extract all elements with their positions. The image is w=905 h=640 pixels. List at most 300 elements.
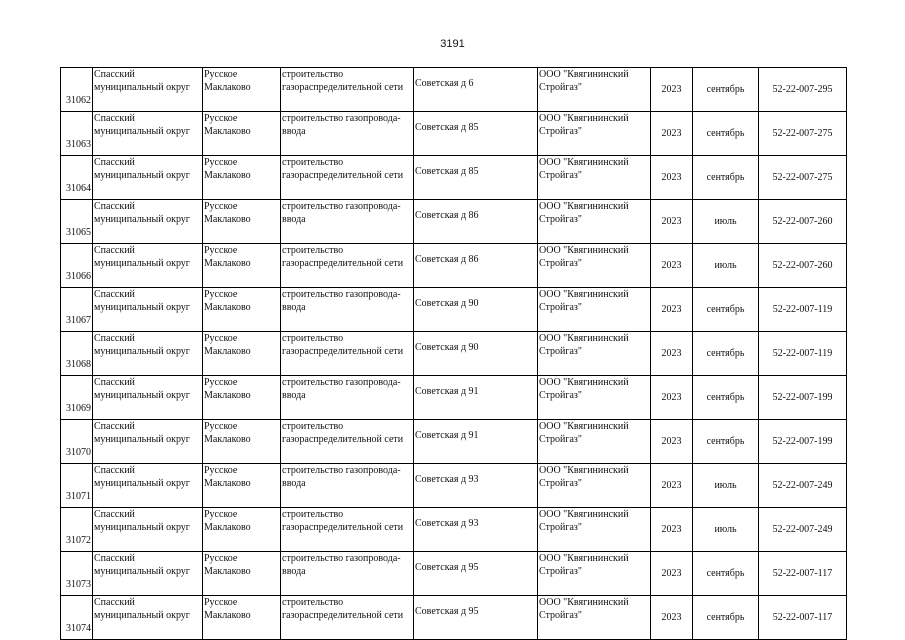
month: сентябрь: [706, 568, 745, 579]
row-number-cell: [61, 376, 93, 420]
settlement-line-1: Русское: [204, 553, 238, 564]
work-type-line-2: ввода: [282, 566, 306, 577]
month-cell: [693, 112, 759, 156]
month-cell: [693, 156, 759, 200]
row-number: 31069: [66, 403, 91, 414]
settlement-line-2: Маклаково: [204, 126, 251, 137]
contractor-cell: [538, 508, 651, 552]
settlement-line-2: Маклаково: [204, 390, 251, 401]
settlement-line-1: Русское: [204, 113, 238, 124]
district-cell: [93, 112, 203, 156]
registry-code: 52-22-007-275: [772, 172, 833, 183]
district-line-2: муниципальный округ: [94, 390, 190, 401]
year: 2023: [661, 304, 682, 315]
contractor-line-1: ООО "Квягининский: [539, 113, 629, 124]
table-row: [61, 288, 847, 332]
month: сентябрь: [706, 172, 745, 183]
contractor-cell: [538, 244, 651, 288]
work-type-line-2: газораспределительной сети: [282, 434, 404, 445]
district-line-2: муниципальный округ: [94, 434, 190, 445]
work-type-cell: [281, 244, 414, 288]
settlement-cell: [203, 244, 281, 288]
work-type-line-1: строительство: [282, 509, 344, 520]
month-cell: [693, 464, 759, 508]
contractor-line-2: Стройгаз": [539, 566, 582, 577]
registry-code: 52-22-007-295: [772, 84, 833, 95]
address-cell: [414, 112, 538, 156]
month-cell: [693, 288, 759, 332]
registry-code: 52-22-007-199: [772, 392, 833, 403]
page-number: 3191: [440, 38, 465, 50]
district-cell: [93, 156, 203, 200]
work-type-line-1: строительство газопровода-: [282, 201, 401, 212]
code-cell: [759, 552, 847, 596]
district-cell: [93, 552, 203, 596]
work-type-line-2: газораспределительной сети: [282, 610, 404, 621]
registry-code: 52-22-007-199: [772, 436, 833, 447]
settlement-line-1: Русское: [204, 157, 238, 168]
work-type-line-1: строительство: [282, 157, 344, 168]
address-cell: [414, 68, 538, 112]
contractor-line-1: ООО "Квягининский: [539, 245, 629, 256]
year: 2023: [661, 84, 682, 95]
district-line-1: Спасский: [94, 421, 135, 432]
table-row: [61, 420, 847, 464]
address-cell: [414, 376, 538, 420]
district-line-1: Спасский: [94, 465, 135, 476]
contractor-line-2: Стройгаз": [539, 346, 582, 357]
contractor-line-1: ООО "Квягининский: [539, 597, 629, 608]
address-cell: [414, 288, 538, 332]
row-number-cell: [61, 552, 93, 596]
work-type-line-1: строительство: [282, 597, 344, 608]
row-number: 31070: [66, 447, 91, 458]
year: 2023: [661, 524, 682, 535]
contractor-cell: [538, 376, 651, 420]
code-cell: [759, 156, 847, 200]
district-line-1: Спасский: [94, 333, 135, 344]
year-cell: [651, 200, 693, 244]
row-number: 31062: [66, 95, 91, 106]
settlement-cell: [203, 420, 281, 464]
work-type-line-1: строительство: [282, 333, 344, 344]
work-type-line-2: ввода: [282, 302, 306, 313]
row-number-cell: [61, 112, 93, 156]
settlement-cell: [203, 508, 281, 552]
row-number-cell: [61, 68, 93, 112]
month: июль: [714, 480, 737, 491]
row-number: 31074: [66, 623, 91, 634]
settlement-line-2: Маклаково: [204, 566, 251, 577]
row-number: 31063: [66, 139, 91, 150]
address: Советская д 90: [415, 298, 479, 309]
table-row: [61, 552, 847, 596]
contractor-line-1: ООО "Квягининский: [539, 289, 629, 300]
district-line-2: муниципальный округ: [94, 170, 190, 181]
year: 2023: [661, 568, 682, 579]
row-number-cell: [61, 200, 93, 244]
row-number: 31066: [66, 271, 91, 282]
year-cell: [651, 596, 693, 640]
contractor-cell: [538, 332, 651, 376]
district-line-1: Спасский: [94, 157, 135, 168]
year: 2023: [661, 216, 682, 227]
row-number-cell: [61, 332, 93, 376]
district-cell: [93, 376, 203, 420]
district-line-2: муниципальный округ: [94, 478, 190, 489]
settlement-line-1: Русское: [204, 421, 238, 432]
settlement-cell: [203, 112, 281, 156]
code-cell: [759, 200, 847, 244]
code-cell: [759, 112, 847, 156]
contractor-cell: [538, 552, 651, 596]
row-number-cell: [61, 420, 93, 464]
address: Советская д 91: [415, 430, 479, 441]
district-line-2: муниципальный округ: [94, 522, 190, 533]
registry-code: 52-22-007-117: [772, 612, 833, 623]
table-row: [61, 376, 847, 420]
address-cell: [414, 596, 538, 640]
address: Советская д 86: [415, 254, 479, 265]
contractor-line-1: ООО "Квягининский: [539, 333, 629, 344]
district-cell: [93, 200, 203, 244]
settlement-line-2: Маклаково: [204, 258, 251, 269]
settlement-line-1: Русское: [204, 465, 238, 476]
code-cell: [759, 376, 847, 420]
code-cell: [759, 464, 847, 508]
month-cell: [693, 596, 759, 640]
row-number-cell: [61, 464, 93, 508]
row-number: 31064: [66, 183, 91, 194]
address: Советская д 85: [415, 122, 479, 133]
settlement-line-1: Русское: [204, 289, 238, 300]
district-cell: [93, 420, 203, 464]
year-cell: [651, 156, 693, 200]
code-cell: [759, 332, 847, 376]
work-type-line-2: ввода: [282, 126, 306, 137]
contractor-line-2: Стройгаз": [539, 214, 582, 225]
district-line-2: муниципальный округ: [94, 258, 190, 269]
contractor-cell: [538, 112, 651, 156]
district-line-2: муниципальный округ: [94, 214, 190, 225]
work-type-line-1: строительство: [282, 69, 344, 80]
address-cell: [414, 552, 538, 596]
row-number-cell: [61, 244, 93, 288]
address-cell: [414, 508, 538, 552]
settlement-cell: [203, 156, 281, 200]
address: Советская д 90: [415, 342, 479, 353]
month-cell: [693, 376, 759, 420]
settlement-line-2: Маклаково: [204, 82, 251, 93]
work-type-cell: [281, 508, 414, 552]
settlement-line-2: Маклаково: [204, 170, 251, 181]
year: 2023: [661, 436, 682, 447]
contractor-line-2: Стройгаз": [539, 126, 582, 137]
work-type-cell: [281, 288, 414, 332]
contractor-line-1: ООО "Квягининский: [539, 201, 629, 212]
month: сентябрь: [706, 348, 745, 359]
contractor-cell: [538, 200, 651, 244]
contractor-cell: [538, 464, 651, 508]
work-type-line-1: строительство газопровода-: [282, 465, 401, 476]
month-cell: [693, 244, 759, 288]
district-line-2: муниципальный округ: [94, 302, 190, 313]
table-row: [61, 508, 847, 552]
year-cell: [651, 112, 693, 156]
district-line-2: муниципальный округ: [94, 346, 190, 357]
year-cell: [651, 68, 693, 112]
settlement-line-1: Русское: [204, 509, 238, 520]
work-type-line-1: строительство: [282, 421, 344, 432]
work-type-line-2: газораспределительной сети: [282, 258, 404, 269]
settlement-line-2: Маклаково: [204, 434, 251, 445]
work-type-line-1: строительство газопровода-: [282, 377, 401, 388]
address-cell: [414, 200, 538, 244]
row-number: 31073: [66, 579, 91, 590]
contractor-cell: [538, 68, 651, 112]
address: Советская д 91: [415, 386, 479, 397]
work-type-line-2: ввода: [282, 478, 306, 489]
contractor-cell: [538, 288, 651, 332]
work-type-cell: [281, 420, 414, 464]
contractor-line-2: Стройгаз": [539, 610, 582, 621]
month: сентябрь: [706, 128, 745, 139]
month: июль: [714, 216, 737, 227]
address: Советская д 85: [415, 166, 479, 177]
year-cell: [651, 552, 693, 596]
district-line-1: Спасский: [94, 377, 135, 388]
district-cell: [93, 68, 203, 112]
work-type-cell: [281, 68, 414, 112]
year-cell: [651, 508, 693, 552]
month: сентябрь: [706, 392, 745, 403]
work-type-line-2: ввода: [282, 390, 306, 401]
district-line-1: Спасский: [94, 553, 135, 564]
year: 2023: [661, 172, 682, 183]
contractor-cell: [538, 420, 651, 464]
year-cell: [651, 376, 693, 420]
row-number-cell: [61, 288, 93, 332]
settlement-line-2: Маклаково: [204, 610, 251, 621]
year: 2023: [661, 348, 682, 359]
district-line-1: Спасский: [94, 245, 135, 256]
registry-code: 52-22-007-260: [772, 260, 833, 271]
year: 2023: [661, 128, 682, 139]
district-line-1: Спасский: [94, 201, 135, 212]
work-type-line-1: строительство газопровода-: [282, 289, 401, 300]
work-type-line-1: строительство газопровода-: [282, 113, 401, 124]
year: 2023: [661, 260, 682, 271]
table-row: [61, 200, 847, 244]
settlement-line-1: Русское: [204, 69, 238, 80]
contractor-line-1: ООО "Квягининский: [539, 69, 629, 80]
contractor-line-1: ООО "Квягининский: [539, 465, 629, 476]
work-type-cell: [281, 464, 414, 508]
table-row: [61, 156, 847, 200]
table-row: [61, 332, 847, 376]
address: Советская д 95: [415, 606, 479, 617]
row-number-cell: [61, 508, 93, 552]
year-cell: [651, 244, 693, 288]
work-type-line-1: строительство газопровода-: [282, 553, 401, 564]
work-type-cell: [281, 112, 414, 156]
registry-code: 52-22-007-119: [772, 304, 833, 315]
address-cell: [414, 464, 538, 508]
year: 2023: [661, 480, 682, 491]
work-type-cell: [281, 200, 414, 244]
address-cell: [414, 420, 538, 464]
table-row: [61, 244, 847, 288]
district-line-2: муниципальный округ: [94, 82, 190, 93]
settlement-cell: [203, 596, 281, 640]
contractor-line-1: ООО "Квягининский: [539, 553, 629, 564]
settlement-cell: [203, 200, 281, 244]
table-row: [61, 596, 847, 640]
work-type-cell: [281, 332, 414, 376]
month: сентябрь: [706, 436, 745, 447]
settlement-cell: [203, 376, 281, 420]
contractor-line-1: ООО "Квягининский: [539, 509, 629, 520]
year: 2023: [661, 612, 682, 623]
work-type-line-1: строительство: [282, 245, 344, 256]
settlement-line-2: Маклаково: [204, 346, 251, 357]
district-cell: [93, 508, 203, 552]
table-row: [61, 112, 847, 156]
district-line-2: муниципальный округ: [94, 566, 190, 577]
address-cell: [414, 156, 538, 200]
address-cell: [414, 244, 538, 288]
row-number: 31067: [66, 315, 91, 326]
settlement-cell: [203, 68, 281, 112]
month: сентябрь: [706, 84, 745, 95]
work-type-line-2: газораспределительной сети: [282, 82, 404, 93]
row-number: 31072: [66, 535, 91, 546]
contractor-line-1: ООО "Квягининский: [539, 377, 629, 388]
registry-code: 52-22-007-117: [772, 568, 833, 579]
month: июль: [714, 524, 737, 535]
district-cell: [93, 244, 203, 288]
row-number-cell: [61, 156, 93, 200]
work-type-cell: [281, 552, 414, 596]
registry-table-body: [61, 68, 847, 640]
work-type-line-2: газораспределительной сети: [282, 170, 404, 181]
code-cell: [759, 508, 847, 552]
work-type-line-2: газораспределительной сети: [282, 522, 404, 533]
row-number: 31071: [66, 491, 91, 502]
district-line-1: Спасский: [94, 289, 135, 300]
row-number-cell: [61, 596, 93, 640]
contractor-line-2: Стройгаз": [539, 390, 582, 401]
district-line-1: Спасский: [94, 113, 135, 124]
district-cell: [93, 596, 203, 640]
table-row: [61, 68, 847, 112]
district-line-1: Спасский: [94, 509, 135, 520]
registry-code: 52-22-007-119: [772, 348, 833, 359]
settlement-line-1: Русское: [204, 245, 238, 256]
code-cell: [759, 420, 847, 464]
month: сентябрь: [706, 304, 745, 315]
contractor-line-2: Стройгаз": [539, 522, 582, 533]
month-cell: [693, 200, 759, 244]
work-type-cell: [281, 596, 414, 640]
settlement-cell: [203, 332, 281, 376]
address: Советская д 86: [415, 210, 479, 221]
district-line-1: Спасский: [94, 69, 135, 80]
year-cell: [651, 288, 693, 332]
registry-table: [60, 67, 847, 640]
settlement-line-2: Маклаково: [204, 214, 251, 225]
district-line-1: Спасский: [94, 597, 135, 608]
row-number: 31065: [66, 227, 91, 238]
settlement-line-2: Маклаково: [204, 302, 251, 313]
year: 2023: [661, 392, 682, 403]
district-cell: [93, 332, 203, 376]
month-cell: [693, 552, 759, 596]
code-cell: [759, 288, 847, 332]
month-cell: [693, 332, 759, 376]
work-type-line-2: газораспределительной сети: [282, 346, 404, 357]
settlement-line-1: Русское: [204, 597, 238, 608]
settlement-cell: [203, 464, 281, 508]
district-line-2: муниципальный округ: [94, 126, 190, 137]
row-number: 31068: [66, 359, 91, 370]
month-cell: [693, 68, 759, 112]
settlement-cell: [203, 552, 281, 596]
address: Советская д 95: [415, 562, 479, 573]
district-line-2: муниципальный округ: [94, 610, 190, 621]
contractor-cell: [538, 156, 651, 200]
month: сентябрь: [706, 612, 745, 623]
year-cell: [651, 332, 693, 376]
contractor-line-2: Стройгаз": [539, 302, 582, 313]
settlement-line-1: Русское: [204, 377, 238, 388]
work-type-line-2: ввода: [282, 214, 306, 225]
address-cell: [414, 332, 538, 376]
address: Советская д 6: [415, 78, 474, 89]
code-cell: [759, 244, 847, 288]
work-type-cell: [281, 376, 414, 420]
contractor-line-2: Стройгаз": [539, 434, 582, 445]
contractor-line-2: Стройгаз": [539, 258, 582, 269]
address: Советская д 93: [415, 474, 479, 485]
settlement-line-2: Маклаково: [204, 522, 251, 533]
address: Советская д 93: [415, 518, 479, 529]
month-cell: [693, 508, 759, 552]
registry-code: 52-22-007-260: [772, 216, 833, 227]
year-cell: [651, 464, 693, 508]
district-cell: [93, 288, 203, 332]
contractor-cell: [538, 596, 651, 640]
district-cell: [93, 464, 203, 508]
year-cell: [651, 420, 693, 464]
registry-code: 52-22-007-275: [772, 128, 833, 139]
registry-code: 52-22-007-249: [772, 480, 833, 491]
month-cell: [693, 420, 759, 464]
code-cell: [759, 596, 847, 640]
work-type-cell: [281, 156, 414, 200]
table-row: [61, 464, 847, 508]
settlement-line-2: Маклаково: [204, 478, 251, 489]
contractor-line-2: Стройгаз": [539, 478, 582, 489]
code-cell: [759, 68, 847, 112]
contractor-line-2: Стройгаз": [539, 170, 582, 181]
month: июль: [714, 260, 737, 271]
contractor-line-1: ООО "Квягининский: [539, 157, 629, 168]
settlement-line-1: Русское: [204, 333, 238, 344]
settlement-cell: [203, 288, 281, 332]
contractor-line-2: Стройгаз": [539, 82, 582, 93]
settlement-line-1: Русское: [204, 201, 238, 212]
